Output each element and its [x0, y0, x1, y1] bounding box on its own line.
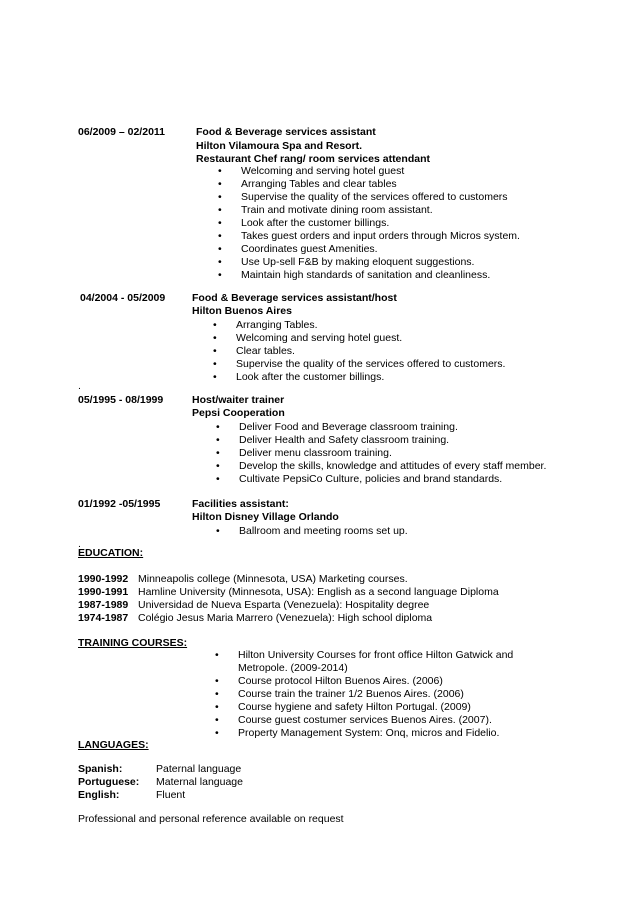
job-duties-list [216, 525, 408, 538]
list-item: • Arranging Tables and clear tables [218, 178, 520, 191]
language-name: English: [78, 789, 120, 801]
job-dates: 04/2004 - 05/2009 [80, 292, 166, 304]
list-item: • Supervise the quality of the services offered to customers [218, 191, 520, 204]
list-item: • Course guest costumer services Buenos Aires. (2007). [215, 714, 530, 727]
list-item: • Develop the skills, knowledge and attitudes of every staff member. [216, 460, 546, 473]
stray-dot: . [78, 538, 81, 550]
education-text: Universidad de Nueva Esparta (Venezuela): Hospitality degree [138, 599, 430, 611]
education-years: 1990-1991 [78, 586, 129, 598]
list-item: • Course protocol Hilton Buenos Aires. (2006) [215, 675, 530, 688]
list-item: • Hilton University Courses for front office Hilton Gatwick and Metropole. (2009-2014) [215, 649, 530, 675]
list-item: • Use Up-sell F&B by making eloquent suggestions. [218, 256, 520, 269]
list-item: • Look after the customer billings. [213, 371, 505, 384]
job-title: Facilities assistant: [192, 498, 289, 510]
job-duties-list [213, 319, 505, 384]
list-item: • Property Management System: Onq, micros and Fidelio. [215, 727, 530, 740]
job-title-secondary: Restaurant Chef rang/ room services attendant [196, 153, 430, 165]
language-name: Portuguese: [78, 776, 140, 788]
list-item: • Takes guest orders and input orders through Micros system. [218, 230, 520, 243]
education-text: Hamline University (Minnesota, USA): English as a second language Diploma [138, 586, 499, 598]
education-heading: EDUCATION: [78, 547, 144, 559]
list-item: • Coordinates guest Amenities. [218, 243, 520, 256]
job-duties-list [218, 165, 520, 282]
list-item: • Course train the trainer 1/2 Buenos Aires. (2006) [215, 688, 530, 701]
list-item: • Supervise the quality of the services offered to customers. [213, 358, 505, 371]
job-employer: Pepsi Cooperation [192, 407, 285, 419]
list-item: • Deliver menu classroom training. [216, 447, 546, 460]
list-item: • Welcoming and serving hotel guest [218, 165, 520, 178]
job-dates: 01/1992 -05/1995 [78, 498, 161, 510]
job-title: Food & Beverage services assistant [196, 126, 376, 138]
education-years: 1990-1992 [78, 573, 129, 585]
training-list [215, 649, 530, 740]
list-item: • Clear tables. [213, 345, 505, 358]
list-item: • Deliver Food and Beverage classroom training. [216, 421, 546, 434]
training-heading: TRAINING COURSES: [78, 637, 188, 649]
list-item: • Course hygiene and safety Hilton Portugal. (2009) [215, 701, 530, 714]
list-item: • Welcoming and serving hotel guest. [213, 332, 505, 345]
job-employer: Hilton Buenos Aires [192, 305, 292, 317]
reference-note: Professional and personal reference available on request [78, 813, 344, 825]
job-title: Food & Beverage services assistant/host [192, 292, 397, 304]
job-duties-list [216, 421, 546, 486]
list-item: • Train and motivate dining room assistant. [218, 204, 520, 217]
list-item: • Ballroom and meeting rooms set up. [216, 525, 408, 538]
stray-dot: . [78, 380, 81, 392]
language-level: Fluent [156, 789, 186, 801]
list-item: • Look after the customer billings. [218, 217, 520, 230]
list-item: • Arranging Tables. [213, 319, 505, 332]
job-employer: Hilton Disney Village Orlando [192, 511, 339, 523]
list-item: • Deliver Health and Safety classroom training. [216, 434, 546, 447]
education-text: Colégio Jesus Maria Marrero (Venezuela): High school diploma [138, 612, 433, 624]
education-years: 1987-1989 [78, 599, 129, 611]
language-level: Paternal language [156, 763, 242, 775]
list-item: • Maintain high standards of sanitation and cleanliness. [218, 269, 520, 282]
languages-heading: LANGUAGES: [78, 739, 149, 751]
job-employer: Hilton Vilamoura Spa and Resort. [196, 140, 363, 152]
job-dates: 06/2009 – 02/2011 [78, 126, 166, 138]
job-title: Host/waiter trainer [192, 394, 285, 406]
language-level: Maternal language [156, 776, 243, 788]
language-name: Spanish: [78, 763, 123, 775]
education-text: Minneapolis college (Minnesota, USA) Marketing courses. [138, 573, 408, 585]
job-dates: 05/1995 - 08/1999 [78, 394, 164, 406]
education-years: 1974-1987 [78, 612, 129, 624]
list-item: • Cultivate PepsiCo Culture, policies and brand standards. [216, 473, 546, 486]
